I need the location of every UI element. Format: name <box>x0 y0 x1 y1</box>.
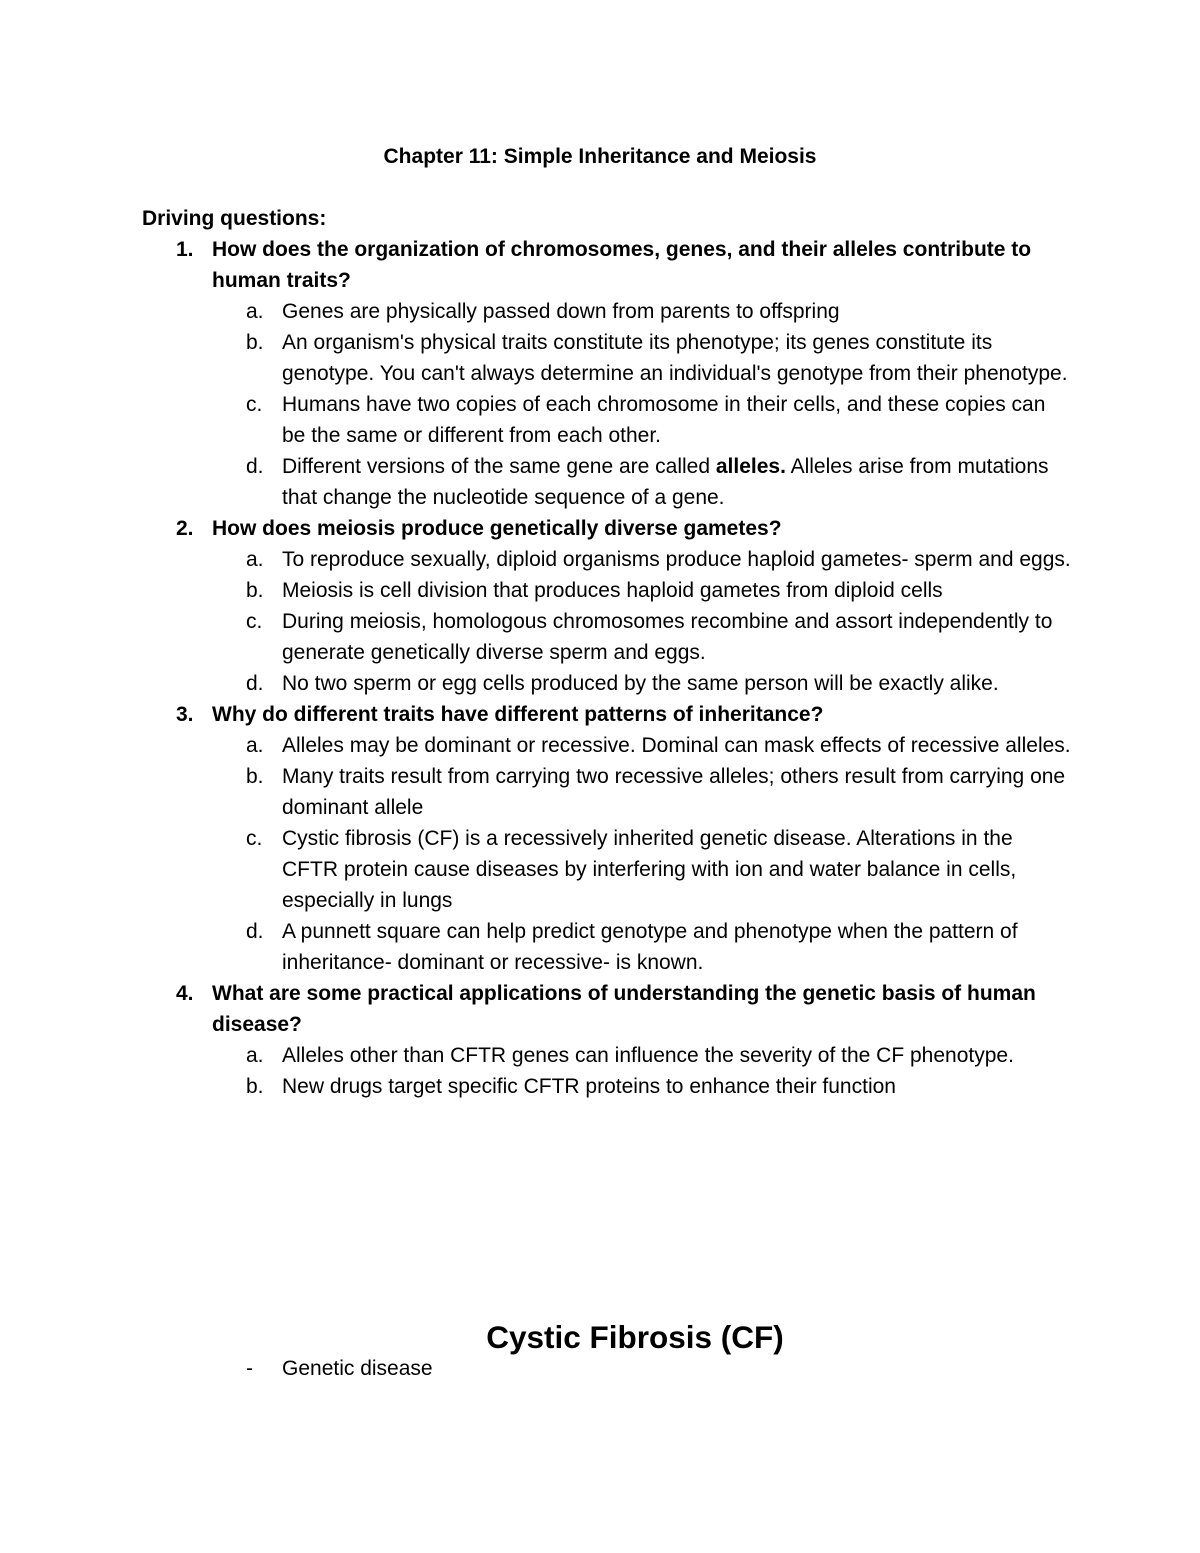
answer-item <box>246 575 1072 606</box>
answer-list <box>212 544 1072 699</box>
answer-text: During meiosis, homologous chromosomes recombine and assort independently to generate genetically diverse sperm and eggs. <box>282 610 1053 664</box>
answer-list <box>212 1040 1072 1102</box>
cf-list-item <box>0 1353 433 1384</box>
question-item <box>0 978 1072 1102</box>
answer-text: New drugs target specific CFTR proteins to enhance their function <box>282 1075 896 1098</box>
question-text: Why do different traits have different patterns of inheritance? <box>212 703 824 726</box>
answer-item <box>246 730 1072 761</box>
answer-text: No two sperm or egg cells produced by the same person will be exactly alike. <box>282 672 999 695</box>
answer-letter: c. <box>246 827 263 850</box>
driving-questions-label: Driving questions: <box>142 207 327 230</box>
answer-text: Genes are physically passed down from parents to offspring <box>282 300 840 323</box>
dash-marker: - <box>246 1357 253 1380</box>
answer-item <box>246 296 1072 327</box>
answer-text: A punnett square can help predict genotype and phenotype when the pattern of inheritance- dominant or recessive- is known. <box>282 920 1018 974</box>
answer-letter: a. <box>246 300 264 323</box>
cf-list <box>0 1353 433 1384</box>
driving-questions-list <box>0 234 1200 1102</box>
answer-letter: b. <box>246 579 264 602</box>
cf-item-text: Genetic disease <box>282 1357 433 1380</box>
question-item <box>0 699 1072 978</box>
answer-item <box>246 1040 1072 1071</box>
answer-text: Cystic fibrosis (CF) is a recessively inherited genetic disease. Alterations in the CFTR protein cause diseases by interfering with ion and water balance in cells, especially in lungs <box>282 827 1017 912</box>
answer-letter: c. <box>246 393 263 416</box>
answer-item <box>246 668 1072 699</box>
answer-text: To reproduce sexually, diploid organisms produce haploid gametes- sperm and eggs. <box>282 548 1071 571</box>
question-number: 2. <box>176 517 194 540</box>
answer-list <box>212 296 1072 513</box>
answer-letter: a. <box>246 1044 264 1067</box>
answer-letter: a. <box>246 548 264 571</box>
question-item <box>0 234 1072 513</box>
answer-text: Alleles may be dominant or recessive. Dominal can mask effects of recessive alleles. <box>282 734 1071 757</box>
question-text: What are some practical applications of understanding the genetic basis of human disease? <box>212 982 1036 1036</box>
answer-letter: d. <box>246 920 264 943</box>
answer-item <box>246 823 1072 916</box>
answer-letter: d. <box>246 672 264 695</box>
question-text: How does meiosis produce genetically diverse gametes? <box>212 517 782 540</box>
answer-letter: d. <box>246 455 264 478</box>
answer-item <box>246 544 1072 575</box>
answer-item <box>246 389 1072 451</box>
answer-text: Humans have two copies of each chromosome in their cells, and these copies can be the same or different from each other. <box>282 393 1046 447</box>
question-number: 1. <box>176 238 194 261</box>
answer-text-after: Alleles arise from mutations that change the nucleotide sequence of a gene. <box>282 455 1049 509</box>
answer-letter: c. <box>246 610 263 633</box>
answer-item <box>246 327 1072 389</box>
question-number: 3. <box>176 703 194 726</box>
alleles-term: alleles. <box>715 455 786 478</box>
question-item <box>0 513 1072 699</box>
question-number: 4. <box>176 982 194 1005</box>
page-title: Chapter 11: Simple Inheritance and Meiosis <box>383 145 817 168</box>
answer-text: Alleles other than CFTR genes can influence the severity of the CF phenotype. <box>282 1044 1014 1067</box>
answer-list <box>212 730 1072 978</box>
answer-text: Many traits result from carrying two recessive alleles; others result from carrying one dominant allele <box>282 765 1066 819</box>
answer-item <box>246 606 1072 668</box>
answer-letter: b. <box>246 765 264 788</box>
question-text: How does the organization of chromosomes, genes, and their alleles contribute to human traits? <box>212 238 1032 292</box>
answer-item <box>246 761 1072 823</box>
answer-item <box>246 1071 1072 1102</box>
answer-text-before: Different versions of the same gene are called <box>282 455 716 478</box>
answer-text: Meiosis is cell division that produces haploid gametes from diploid cells <box>282 579 943 602</box>
answer-letter: b. <box>246 1075 264 1098</box>
cf-heading: Cystic Fibrosis (CF) <box>486 1319 784 1355</box>
answer-text: An organism's physical traits constitute its phenotype; its genes constitute its genotype. You can't always determine an individual's genotype from their phenotype. <box>282 331 1068 385</box>
answer-letter: b. <box>246 331 264 354</box>
answer-letter: a. <box>246 734 264 757</box>
answer-item <box>246 451 1072 513</box>
answer-item <box>246 916 1072 978</box>
